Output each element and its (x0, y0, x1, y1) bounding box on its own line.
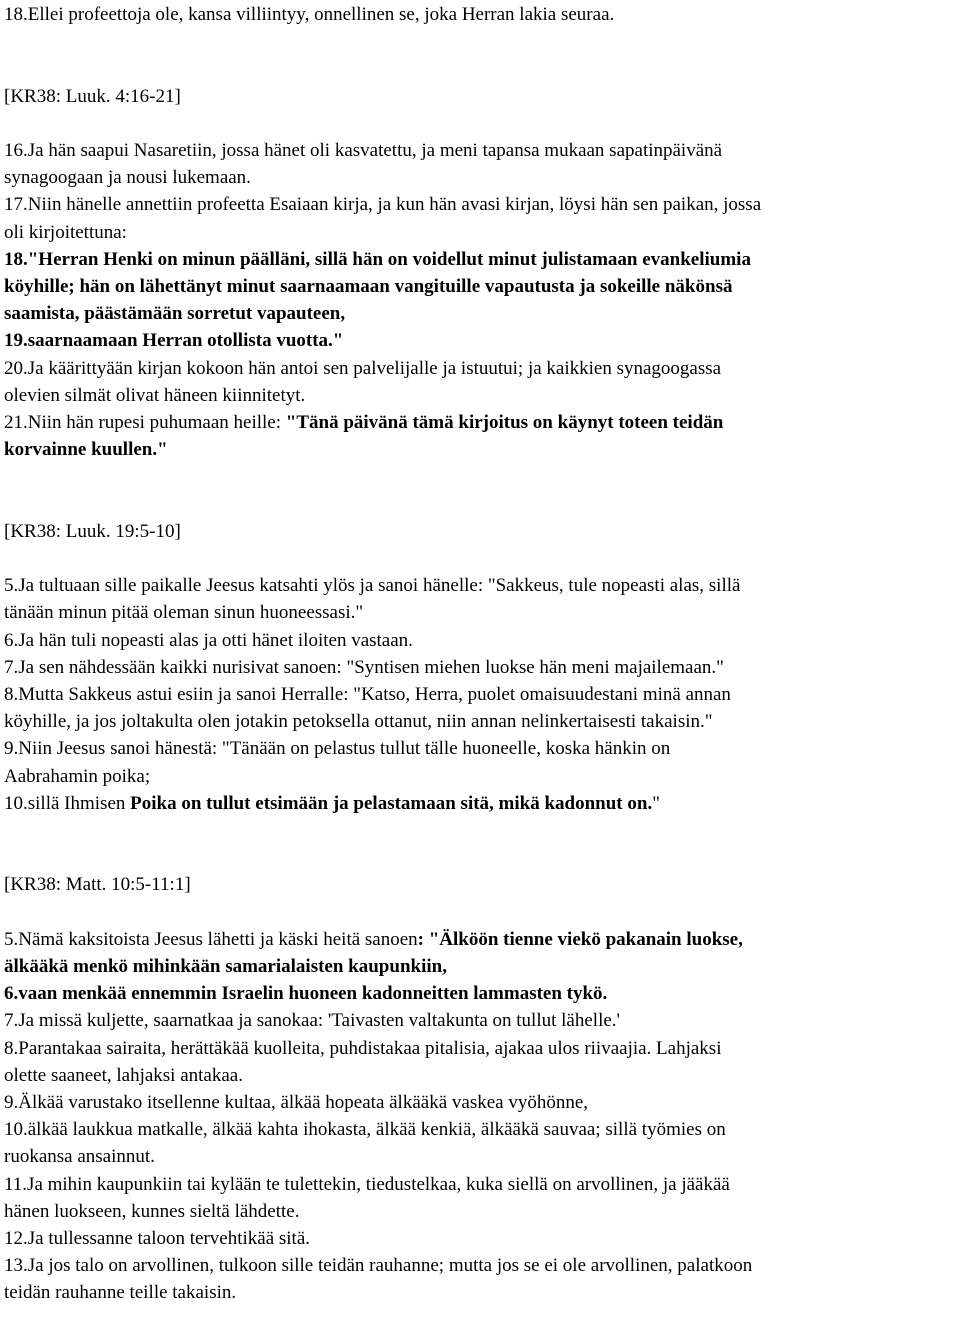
verse-text: 5.Nämä kaksitoista Jeesus lähetti ja käski heitä sanoen (4, 928, 418, 950)
verse-line: 9.Niin Jeesus sanoi hänestä: "Tänään on pelastus tullut tälle huoneelle, koska hänkin on (4, 738, 671, 760)
verse-line: 17.Niin hänelle annettiin profeetta Esaiaan kirja, ja kun hän avasi kirjan, löysi hän sen paikan, jossa (4, 194, 762, 216)
spacer (4, 545, 956, 572)
spacer (4, 110, 956, 137)
verse-line: köyhille, ja jos joltakulta olen jotakin petoksella ottanut, niin annan nelinkertaisesti takaisin." (4, 711, 713, 733)
verse-text-bold: : "Älköön tienne viekö pakanain luokse, (417, 928, 743, 950)
section-reference: [KR38: Luuk. 19:5-10] (4, 520, 181, 542)
section-reference: [KR38: Luuk. 4:16-21] (4, 85, 181, 107)
spacer (4, 817, 956, 871)
verse-line-bold: saamista, päästämään sorretut vapauteen, (4, 303, 346, 325)
verse-line-mixed (4, 926, 956, 953)
verse-line: hänen luokseen, kunnes sieltä lähdette. (4, 1200, 300, 1222)
verse-line: 6.Ja hän tuli nopeasti alas ja otti hänet iloiten vastaan. (4, 629, 413, 651)
spacer (4, 899, 956, 926)
verse-line: 20.Ja käärittyään kirjan kokoon hän antoi sen palvelijalle ja istuutui; ja kaikkien synagoogassa (4, 357, 722, 379)
verse-line: 9.Älkää varustako itsellenne kultaa, älkää hopeata älkääkä vaskea vyöhönne, (4, 1092, 589, 1114)
spacer (4, 463, 956, 517)
verse-line: 7.Ja sen nähdessään kaikki nurisivat sanoen: "Syntisen miehen luokse hän meni majailemaan." (4, 656, 724, 678)
verse-text: " (652, 792, 660, 814)
verse-line-bold: älkääkä menkö mihinkään samarialaisten kaupunkiin, (4, 956, 447, 978)
verse-line: Aabrahamin poika; (4, 765, 151, 787)
verse-text: 21.Niin hän rupesi puhumaan heille: (4, 412, 286, 434)
verse-line: 5.Ja tultuaan sille paikalle Jeesus katsahti ylös ja sanoi hänelle: "Sakkeus, tule nopeasti alas, sillä (4, 575, 741, 597)
verse-line: 12.Ja tullessanne taloon tervehtikää sitä. (4, 1228, 311, 1250)
verse-line: 16.Ja hän saapui Nasaretiin, jossa hänet oli kasvatettu, ja meni tapansa mukaan sapatinpäivänä (4, 139, 723, 161)
verse-line-mixed (4, 790, 956, 817)
verse-line: olevien silmät olivat häneen kiinnitetyt. (4, 384, 306, 406)
verse-line: 8.Mutta Sakkeus astui esiin ja sanoi Herralle: "Katso, Herra, puolet omaisuudestani minä annan (4, 684, 731, 706)
verse-line-bold: 6.vaan menkää ennemmin Israelin huoneen kadonneitten lammasten tykö. (4, 983, 608, 1005)
verse-line: 10.älkää laukkua matkalle, älkää kahta ihokasta, älkää kenkiä, älkääkä sauvaa; sillä työmies on (4, 1119, 726, 1141)
verse-line: 7.Ja missä kuljette, saarnatkaa ja sanokaa: 'Taivasten valtakunta on tullut lähelle.' (4, 1010, 620, 1032)
verse-line: teidän rauhanne teille takaisin. (4, 1282, 237, 1304)
verse-line-bold: 19.saarnaamaan Herran otollista vuotta." (4, 330, 344, 352)
verse-line: oli kirjoitettuna: (4, 221, 127, 243)
section-reference: [KR38: Matt. 10:5-11:1] (4, 874, 191, 896)
verse-line-bold: korvainne kuullen." (4, 439, 168, 461)
verse-line: synagoogaan ja nousi lukemaan. (4, 167, 251, 189)
verse-line-mixed (4, 409, 956, 436)
verse-line: ruokansa ansainnut. (4, 1146, 155, 1168)
verse-line: 13.Ja jos talo on arvollinen, tulkoon sille teidän rauhanne; mutta jos se ei ole arvollinen, palatkoon (4, 1255, 753, 1277)
verse-text: 10.sillä Ihmisen (4, 792, 131, 814)
verse-text-bold: "Tänä päivänä tämä kirjoitus on käynyt toteen teidän (285, 412, 724, 434)
verse-line: 8.Parantakaa sairaita, herättäkää kuolleita, puhdistakaa pitalisia, ajakaa ulos riivaajia. Lahjaksi (4, 1037, 722, 1059)
verse-line: tänään minun pitää oleman sinun huoneessasi." (4, 602, 364, 624)
verse-line: olette saaneet, lahjaksi antakaa. (4, 1064, 243, 1086)
verse-text-bold: Poika on tullut etsimään ja pelastamaan sitä, mikä kadonnut on. (130, 792, 653, 814)
verse-line-bold: 18."Herran Henki on minun päälläni, sillä hän on voidellut minut julistamaan evankeliumia (4, 248, 751, 270)
verse-line-bold: köyhille; hän on lähettänyt minut saarnaamaan vangituille vapautusta ja sokeille näkönsä (4, 276, 733, 297)
verse-line: 18.Ellei profeettoja ole, kansa villiintyy, onnellinen se, joka Herran lakia seuraa. (4, 4, 615, 25)
spacer (4, 28, 956, 82)
verse-line: 11.Ja mihin kaupunkiin tai kylään te tulettekin, tiedustelkaa, kuka siellä on arvollinen, ja jääkää (4, 1173, 730, 1195)
